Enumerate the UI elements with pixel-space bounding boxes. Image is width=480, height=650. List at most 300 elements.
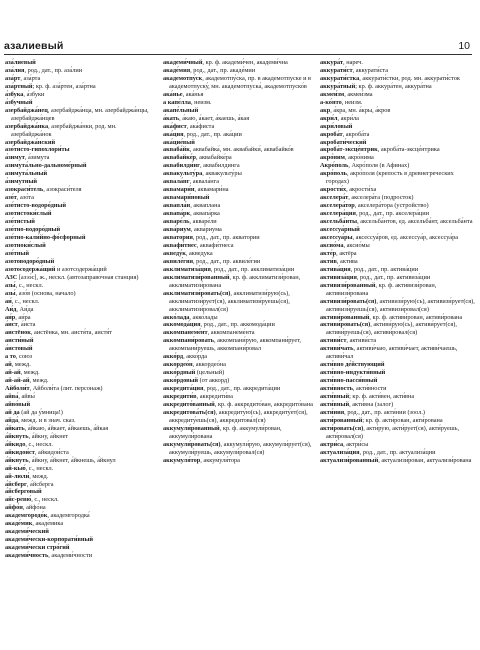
dictionary-entry [163, 457, 315, 465]
dictionary-entry [163, 385, 315, 393]
dictionary-entry [163, 59, 315, 67]
dictionary-entry [163, 131, 315, 139]
entry-headword: академи́чески-корпорати́вный [5, 536, 94, 544]
dictionary-entry [163, 210, 315, 218]
dictionary-entry [163, 226, 315, 234]
entry-definition: , род., дат., пр. актива́ции [350, 265, 419, 273]
entry-headword: аксельба́нты [320, 218, 358, 226]
dictionary-entry [163, 401, 315, 409]
entry-definition: , айвы́ [18, 393, 35, 401]
entry-headword: академи́чный [163, 59, 203, 66]
dictionary-entry [320, 409, 476, 417]
entry-definition: , акро́нима [344, 154, 374, 162]
entry-definition: , а́збуки [23, 90, 45, 98]
dictionary-entry [320, 83, 476, 91]
entry-headword: азимута́льно-дальноме́рный [5, 162, 87, 170]
entry-headword: а́йкнуть [5, 456, 29, 464]
entry-headword: аквала́нг [163, 178, 190, 186]
entry-definition: , активи́ста [346, 337, 377, 345]
entry-headword: а́збука [5, 90, 24, 98]
dictionary-entry [5, 385, 157, 393]
entry-definition: , аквапа́рка [190, 210, 220, 218]
dictionary-entry [163, 425, 315, 441]
entry-headword: а́йкать [5, 424, 25, 432]
entry-definition: , аквамари́на [194, 186, 229, 194]
dictionary-entry [5, 433, 157, 441]
entry-definition: , акти́вна (залог) [349, 400, 394, 408]
dictionary-entry [320, 91, 476, 99]
dictionary-entry [163, 361, 315, 369]
dictionary-entry [5, 202, 157, 210]
entry-headword: акватория [163, 233, 193, 241]
entry-definition: , кр. ф. академи́чен, академи́чна [202, 59, 288, 66]
entry-definition: , айфо́на [22, 504, 46, 512]
dictionary-entry [163, 67, 315, 75]
entry-headword: акти́ровать(ся) [320, 424, 364, 432]
dictionary-entry [5, 83, 157, 91]
entry-definition: , аза́рта [20, 74, 41, 82]
dictionary-entry [320, 377, 476, 385]
entry-headword: акко́рд [163, 353, 184, 361]
entry-headword: аквапла́н [163, 202, 191, 210]
dictionary-entry [320, 67, 476, 75]
entry-definition: , акко́лады [189, 313, 218, 321]
entry-headword: аза́ртный [5, 82, 33, 90]
dictionary-entry [5, 536, 157, 544]
dictionary-entry [5, 377, 157, 385]
entry-definition: , ака́фиста [186, 122, 215, 130]
dictionary-entry [320, 266, 476, 274]
entry-definition: , аккурати́ста [352, 66, 389, 74]
entry-headword: а́ист [5, 321, 18, 329]
entry-headword: Айболи́т [5, 385, 30, 393]
entry-headword: ай [5, 361, 12, 369]
dictionary-entry [5, 345, 157, 353]
page-number: 10 [458, 40, 470, 52]
entry-definition: , кр. ф. активизи́рован, активизи́рована [326, 281, 437, 297]
dictionary-entry [320, 401, 476, 409]
entry-definition: , акти́ва [336, 257, 358, 265]
entry-headword: акр [320, 106, 331, 114]
dictionary-entry [163, 234, 315, 242]
entry-headword: актуализа́ция [320, 448, 360, 456]
dictionary-entry [5, 473, 157, 481]
entry-headword: аза́лия [5, 66, 25, 74]
entry-headword: азы́ [5, 289, 16, 297]
dictionary-entry [5, 298, 157, 306]
entry-headword: айво́вый [5, 400, 31, 408]
entry-headword: ай-ай-ай [5, 377, 30, 385]
entry-definition: , акклиматизи́рую(сь), акклиматизи́рует(ся), акклиматизи́руешь(ся), акклиматизи́ровал(ся) [169, 289, 290, 313]
dictionary-entry [320, 457, 476, 465]
entry-headword: акти́вно-индукти́вный [320, 369, 386, 377]
dictionary-entry [5, 528, 157, 536]
dictionary-column-1 [5, 59, 157, 560]
entry-definition: , акселера́та (подросток) [348, 194, 414, 202]
dictionary-entry [5, 210, 157, 218]
dictionary-entry [320, 202, 476, 210]
entry-headword: АЗС [5, 273, 18, 281]
entry-definition: , азо́та [16, 194, 34, 202]
entry-headword: аккредитова́ть(ся) [163, 408, 216, 416]
entry-headword: азо́тно-водоро́дный [5, 226, 61, 234]
dictionary-entry [5, 274, 157, 282]
entry-headword: аквамари́новый [163, 194, 210, 202]
dictionary-entry [320, 258, 476, 266]
entry-definition: , акроба́та [342, 130, 370, 138]
entry-definition: , акмеи́зма [344, 90, 373, 98]
entry-headword: а́кать [163, 114, 180, 122]
entry-headword: а́збучный [5, 98, 33, 106]
entry-headword: аистёнок [5, 329, 31, 337]
entry-headword: актуализи́рованный [320, 456, 379, 464]
entry-headword: аккредита́ция [163, 385, 204, 393]
entry-headword: а́йкидо [5, 440, 26, 448]
entry-headword: акселера́тор [320, 202, 355, 210]
dictionary-entry [320, 282, 476, 298]
entry-definition: , аквала́нга [189, 178, 219, 186]
entry-headword: аза́лиевый [5, 59, 36, 66]
entry-definition: ; кр. ф. аза́ртен, аза́ртна [32, 82, 96, 90]
dictionary-entry [5, 369, 157, 377]
dictionary-entry [5, 123, 157, 139]
entry-definition: , акведука [185, 249, 213, 257]
dictionary-entry [163, 242, 315, 250]
entry-definition: , аккумули́рую, аккумули́рует(ся), аккумули́руешь, аккумули́ровал(ся) [169, 440, 312, 456]
entry-headword: азокраси́тель [5, 186, 44, 194]
entry-headword: акробати́ческий [320, 138, 367, 146]
entry-headword: аккредито́ванный [163, 400, 215, 408]
dictionary-entry [320, 218, 476, 226]
dictionary-entry [163, 99, 315, 107]
dictionary-entry [5, 361, 157, 369]
entry-headword: акти́вно де́йствующий [320, 361, 385, 369]
entry-definition: , акко́рда [183, 353, 208, 361]
entry-definition: , род., дат., пр. актуализа́ции [359, 448, 436, 456]
dictionary-entry [320, 345, 476, 361]
entry-definition: , кр. ф. аккумули́рован, аккумули́рована [169, 424, 282, 440]
entry-definition: , Акро́поля (в Афинах) [348, 162, 410, 170]
dictionary-entry [5, 266, 157, 274]
entry-headword: акко́рдный [163, 369, 196, 377]
entry-headword: а-ко́нто [320, 98, 342, 106]
dictionary-entry [163, 123, 315, 131]
dictionary-entry [163, 409, 315, 425]
entry-headword: азербайджа́нский [5, 138, 56, 146]
running-head-word: азалиевый [4, 40, 64, 52]
dictionary-entry [5, 75, 157, 83]
entry-definition: , аквабилдинга [199, 162, 240, 170]
entry-definition: ; кр. ф. аккура́тен, аккура́тна [355, 82, 432, 90]
entry-definition: , род., дат., пр. акти́нии (зоол.) [344, 408, 426, 416]
entry-headword: акапе́льный [163, 106, 199, 114]
entry-headword: азотистоки́слый [5, 210, 52, 218]
entry-definition: (от аккорд) [198, 377, 230, 385]
entry-headword: азо́тный [5, 249, 29, 257]
entry-headword: ай-кью́ [5, 464, 26, 472]
entry-definition: , аквакульту́ры [202, 170, 242, 178]
entry-definition: (ай да у́мница!) [19, 408, 63, 416]
entry-headword: академи́ческий [5, 528, 49, 536]
entry-headword: ай-ай [5, 369, 21, 377]
entry-headword: акко́рдовый [163, 377, 199, 385]
dictionary-entry [320, 274, 476, 282]
entry-headword: Акро́поль [320, 162, 349, 170]
dictionary-entry [5, 457, 157, 465]
dictionary-entry [320, 186, 476, 194]
entry-definition: , род., дат., пр. аквиле́гии [193, 257, 261, 265]
entry-headword: акмеи́зм [320, 90, 345, 98]
entry-headword: аккура́т [320, 59, 344, 66]
entry-headword: активиза́ция [320, 273, 357, 281]
entry-headword: ака́нье [163, 90, 183, 98]
dictionary-entry [163, 194, 315, 202]
entry-headword: акклиматизи́рованный [163, 273, 230, 281]
entry-headword: акти́ния [320, 408, 345, 416]
entry-headword: акаде́мия [163, 66, 191, 74]
entry-headword: аквабилди́нг [163, 162, 200, 170]
entry-definition: , аквабайке́ра [196, 154, 232, 162]
dictionary-entry [5, 242, 157, 250]
entry-headword: азо́тно-кали́йно-фо́сфорный [5, 233, 86, 241]
entry-definition: , межд. и в знач. сказ. [18, 416, 76, 424]
entry-headword: акрости́х [320, 186, 347, 194]
entry-headword: азербайджа́нец [5, 106, 48, 114]
entry-definition: , актри́сы [343, 440, 369, 448]
entry-headword: айва́ [5, 393, 19, 401]
entry-definition: , а́иста [17, 321, 36, 329]
entry-definition: , азербайджа́нца, мн. азербайджа́нцы, азербайджа́нцев [11, 106, 149, 122]
dictionary-entry [320, 99, 476, 107]
entry-definition: , акти́вности [352, 385, 387, 393]
dictionary-entry [320, 441, 476, 449]
entry-definition: , а́йкну, а́йкнет, а́йкнешь, а́йкнул [28, 456, 116, 464]
entry-headword: акти́вный [320, 400, 350, 408]
dictionary-entry [163, 91, 315, 99]
entry-headword: академгородо́к [5, 512, 48, 520]
entry-definition: , а́зимута [24, 154, 50, 162]
entry-headword: а́истовый [5, 345, 33, 353]
dictionary-entry [5, 290, 157, 298]
entry-definition: , аккурати́стки, род. мн. аккурати́сток [359, 74, 460, 82]
dictionary-entry [5, 441, 157, 449]
entry-headword: акро́ним [320, 154, 345, 162]
entry-headword: акваба́йк [163, 146, 190, 154]
entry-definition: , азербайджа́нки, род. мн. азербайджа́нок [11, 122, 117, 138]
entry-headword: а́зимутный [5, 178, 38, 186]
entry-headword: аккредити́в [163, 393, 197, 401]
entry-definition: , с., нескл. [31, 496, 59, 504]
entry-definition: , род., дат., пр. акклиматиза́ции [210, 265, 295, 273]
dictionary-entry [5, 250, 157, 258]
entry-headword: акведу́к [163, 249, 186, 257]
entry-headword: ака́цие́вый [163, 138, 195, 146]
entry-definition: , акваре́ли [189, 218, 217, 226]
entry-headword: азимута́льный [5, 170, 48, 178]
dictionary-entry [320, 250, 476, 258]
entry-headword: ай да [5, 408, 20, 416]
entry-headword: акко́лада [163, 313, 190, 321]
entry-definition: , акваплана [190, 202, 221, 210]
entry-headword: азотноки́слый [5, 241, 46, 249]
dictionary-entry [5, 67, 157, 75]
entry-headword: акроба́т [320, 130, 343, 138]
dictionary-entry [163, 369, 315, 377]
entry-headword: активи́чать [320, 345, 354, 353]
entry-headword: айс-ревю́ [5, 496, 32, 504]
entry-headword: аквабайке́р [163, 154, 197, 162]
page-header [4, 40, 472, 55]
entry-headword: ака́фист [163, 122, 187, 130]
entry-definition: , род., дат., пр. акселера́ции [355, 210, 429, 218]
entry-headword: аккомпани́ровать [163, 337, 214, 345]
entry-headword: азотоводоро́дный [5, 257, 55, 265]
entry-headword: ай-люли́ [5, 472, 30, 480]
dictionary-entry [5, 552, 157, 560]
entry-definition: , ака́нья [182, 90, 204, 98]
entry-definition: ; кр. ф. акти́рован, акти́рована [362, 416, 443, 424]
dictionary-entry [5, 417, 157, 425]
entry-headword: аккурати́стка [320, 74, 360, 82]
dictionary-entry [320, 115, 476, 123]
entry-definition: , актёра [336, 249, 357, 257]
entry-definition: , кр. ф. аккредито́ван, аккредито́вана [214, 400, 313, 408]
entry-headword: азы́ [5, 281, 16, 289]
entry-definition: , межд. [29, 472, 49, 480]
entry-headword: аисти́ный [5, 337, 34, 345]
dictionary-entry [5, 186, 157, 194]
dictionary-column-2 [163, 59, 315, 465]
entry-definition: , активи́рую(сь), активи́рует(ся), активи́руешь(ся), активи́ровал(ся) [326, 321, 457, 337]
entry-definition: , аккомпанеме́нта [207, 329, 255, 337]
dictionary-entry [320, 385, 476, 393]
entry-headword: акаде́мик [5, 520, 33, 528]
entry-headword: активизи́рованный [320, 281, 376, 289]
entry-definition: , акрости́ха [346, 186, 377, 194]
dictionary-entry [163, 186, 315, 194]
entry-headword: аккумули́ровать(ся) [163, 440, 221, 448]
dictionary-entry [163, 266, 315, 274]
entry-headword: аккумули́рованный [163, 424, 220, 432]
entry-definition: , акаде́мика [32, 520, 64, 528]
dictionary-entry [320, 361, 476, 369]
entry-headword: а́йкнуть [5, 432, 29, 440]
entry-headword: азо́тисто-водоро́дный [5, 202, 66, 210]
dictionary-entry [320, 321, 476, 337]
entry-definition: , а́йкну, а́йкнет [28, 432, 69, 440]
entry-definition: , аккомпани́рую, аккомпани́рует, аккомпани́руешь, аккомпани́ровал [169, 337, 301, 353]
entry-definition: , акро́поля (крепость в древнегреческих городах) [326, 170, 454, 186]
entry-definition: , актуализи́рован, актуализи́рована [378, 456, 472, 464]
entry-headword: акри́ловый [320, 122, 353, 130]
entry-definition: , акри́ла [337, 114, 359, 122]
entry-headword: аксио́ма [320, 241, 344, 249]
entry-headword: а то [5, 353, 16, 361]
dictionary-entry [5, 449, 157, 457]
dictionary-entry [320, 234, 476, 242]
entry-headword: акклиматизи́ровать(ся) [163, 289, 231, 297]
entry-headword: акселера́ция [320, 210, 356, 218]
entry-definition: , акти́рую, акти́рует(ся), акти́руешь, акти́ровал(ся) [326, 424, 460, 440]
entry-headword: а́йсберг [5, 480, 27, 488]
entry-definition: , аккумуля́тора [200, 456, 240, 464]
dictionary-entry [5, 194, 157, 202]
dictionary-entry [5, 353, 157, 361]
dictionary-entry [163, 107, 315, 115]
dictionary-entry [320, 242, 476, 250]
entry-headword: аккурати́ст [320, 66, 353, 74]
entry-headword: Аи́д [5, 305, 17, 313]
entry-headword: актива́ция [320, 265, 351, 273]
entry-headword: айкидои́ст [5, 448, 35, 456]
entry-headword: акти́рованный [320, 416, 363, 424]
dictionary-entry [320, 369, 476, 377]
entry-definition: , кр. ф. акклиматизи́рован, акклиматизи́рована [169, 273, 301, 289]
entry-headword: айфо́н [5, 504, 23, 512]
dictionary-entry [320, 449, 476, 457]
entry-headword: а капе́лла [163, 98, 191, 106]
entry-definition: , аквафи́тнеса [196, 241, 234, 249]
entry-headword: активи́рованный [320, 313, 370, 321]
dictionary-entry [320, 59, 476, 67]
dictionary-entry [163, 218, 315, 226]
entry-definition: , айкидои́ста [34, 448, 69, 456]
entry-headword: аи́ [5, 297, 12, 305]
dictionary-entry [5, 465, 157, 473]
dictionary-entry [163, 441, 315, 457]
entry-definition: , академотпу́ска, пр. в академотпуске и в академотпуску́, мн. академотпуска́, академотпуско́в [169, 74, 311, 90]
entry-definition: , академи́чности [48, 552, 93, 560]
entry-headword: активизи́ровать(ся) [320, 297, 377, 305]
entry-headword: аквапа́рк [163, 210, 191, 218]
entry-headword: а́йсберговый [5, 488, 42, 496]
entry-headword: актри́са [320, 440, 344, 448]
entry-definition: , а́каю, а́кает, а́каешь, а́кая [179, 114, 250, 122]
entry-definition: , Айболи́та (лит. персонаж) [29, 385, 103, 393]
entry-definition: , аксессуа́ров, ед. аксессуа́р, аксессуа́ра [352, 233, 459, 241]
dictionary-entry [5, 226, 157, 234]
dictionary-entry [320, 170, 476, 186]
entry-headword: активи́ровать(ся) [320, 321, 371, 329]
entry-definition: , акселера́тора (устройство) [354, 202, 429, 210]
dictionary-entry [5, 258, 157, 266]
dictionary-entry [320, 393, 476, 401]
entry-definition: , а́кра, мн. а́кры, а́кров [330, 106, 391, 114]
dictionary-entry [5, 59, 157, 67]
entry-headword: айда́ [5, 416, 19, 424]
dictionary-entry [163, 337, 315, 353]
entry-headword: аккордео́н [163, 361, 193, 369]
dictionary-entry [163, 250, 315, 258]
dictionary-entry [163, 258, 315, 266]
dictionary-entry [5, 409, 157, 417]
dictionary-entry [163, 202, 315, 210]
dictionary-entry [320, 425, 476, 441]
entry-definition: , Аи́да [16, 305, 34, 313]
entry-definition: , род., дат., пр. акаде́мии [190, 66, 256, 74]
dictionary-entry [5, 282, 157, 290]
entry-definition: , род., дат., пр. аккомода́ции [200, 321, 275, 329]
entry-definition: , активизи́рую(сь), активизи́рует(ся), активизи́руешь(ся), активизи́ровал(ся) [326, 297, 475, 313]
entry-definition: , активи́чаю, активи́чает, активи́чаешь, активи́чал [326, 345, 458, 361]
entry-definition: , неизм. [341, 98, 363, 106]
entry-definition: , род., дат., пр. акватории [192, 233, 260, 241]
entry-headword: аквиле́гия [163, 257, 194, 265]
entry-headword: аккумуля́тор [163, 456, 201, 464]
entry-definition: , а́йсберга [26, 480, 54, 488]
entry-definition: , межд. [11, 361, 31, 369]
entry-headword: ака́ция [163, 130, 184, 138]
